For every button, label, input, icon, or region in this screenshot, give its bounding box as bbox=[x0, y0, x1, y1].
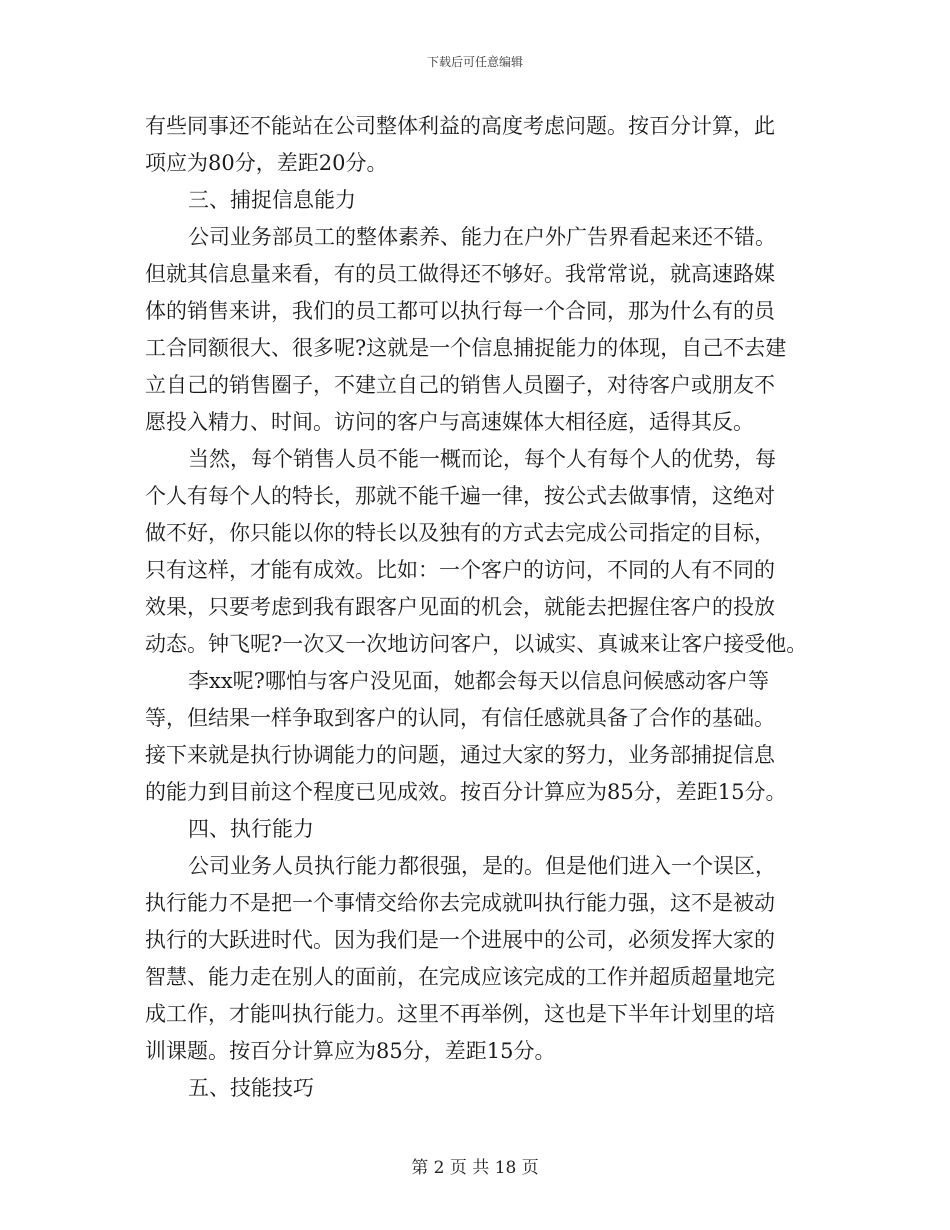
body-line: 做不好，你只能以你的特长以及独有的方式去完成公司指定的目标， bbox=[145, 521, 775, 545]
section-heading: 四、执行能力 bbox=[188, 817, 314, 841]
page-header: 下载后可任意编辑 bbox=[426, 55, 523, 69]
body-line: 有些同事还不能站在公司整体利益的高度考虑问题。按百分计算，此 bbox=[145, 114, 775, 138]
section-heading: 三、捕捉信息能力 bbox=[188, 188, 356, 212]
page-number-footer: 第 2 页 共 18 页 bbox=[411, 1158, 539, 1178]
body-line: 公司业务部员工的整体素养、能力在户外广告界看起来还不错。 bbox=[188, 225, 776, 249]
body-line: 个人有每个人的特长，那就不能千遍一律，按公式去做事情，这绝对 bbox=[145, 484, 775, 508]
body-line: 体的销售来讲，我们的员工都可以执行每一个合同，那为什么有的员 bbox=[145, 299, 775, 323]
body-line: 李xx呢?哪怕与客户没见面，她都会每天以信息问候感动客户等 bbox=[188, 669, 769, 693]
body-line: 项应为80分，差距20分。 bbox=[145, 151, 388, 175]
body-line: 当然，每个销售人员不能一概而论，每个人有每个人的优势，每 bbox=[188, 447, 776, 471]
body-line: 的能力到目前这个程度已见成效。按百分计算应为85分，差距15分。 bbox=[145, 780, 787, 804]
body-line: 但就其信息量来看，有的员工做得还不够好。我常常说，就高速路媒 bbox=[145, 262, 775, 286]
body-line: 执行的大跃进时代。因为我们是一个进展中的公司，必须发挥大家的 bbox=[145, 928, 775, 952]
body-line: 智慧、能力走在别人的面前，在完成应该完成的工作并超质超量地完 bbox=[145, 965, 775, 989]
body-line: 成工作，才能叫执行能力。这里不再举例，这也是下半年计划里的培 bbox=[145, 1002, 775, 1026]
document-body bbox=[145, 108, 825, 1107]
body-line: 等，但结果一样争取到客户的认同，有信任感就具备了合作的基础。 bbox=[145, 706, 775, 730]
body-line: 效果，只要考虑到我有跟客户见面的机会，就能去把握住客户的投放 bbox=[145, 595, 775, 619]
body-line: 训课题。按百分计算应为85分，差距15分。 bbox=[145, 1039, 556, 1063]
body-line: 执行能力不是把一个事情交给你去完成就叫执行能力强，这不是被动 bbox=[145, 891, 775, 915]
section-heading: 五、技能技巧 bbox=[188, 1076, 314, 1100]
body-line: 公司业务人员执行能力都很强，是的。但是他们进入一个误区， bbox=[188, 854, 776, 878]
body-line: 接下来就是执行协调能力的问题，通过大家的努力，业务部捕捉信息 bbox=[145, 743, 775, 767]
body-line: 只有这样，才能有成效。比如：一个客户的访问，不同的人有不同的 bbox=[145, 558, 775, 582]
body-line: 立自己的销售圈子，不建立自己的销售人员圈子，对待客户或朋友不 bbox=[145, 373, 775, 397]
body-line: 动态。钟飞呢?一次又一次地访问客户，以诚实、真诚来让客户接受他。 bbox=[145, 632, 808, 656]
body-line: 愿投入精力、时间。访问的客户与高速媒体大相径庭，适得其反。 bbox=[145, 410, 754, 434]
body-line: 工合同额很大、很多呢?这就是一个信息捕捉能力的体现，自己不去建 bbox=[145, 336, 787, 360]
